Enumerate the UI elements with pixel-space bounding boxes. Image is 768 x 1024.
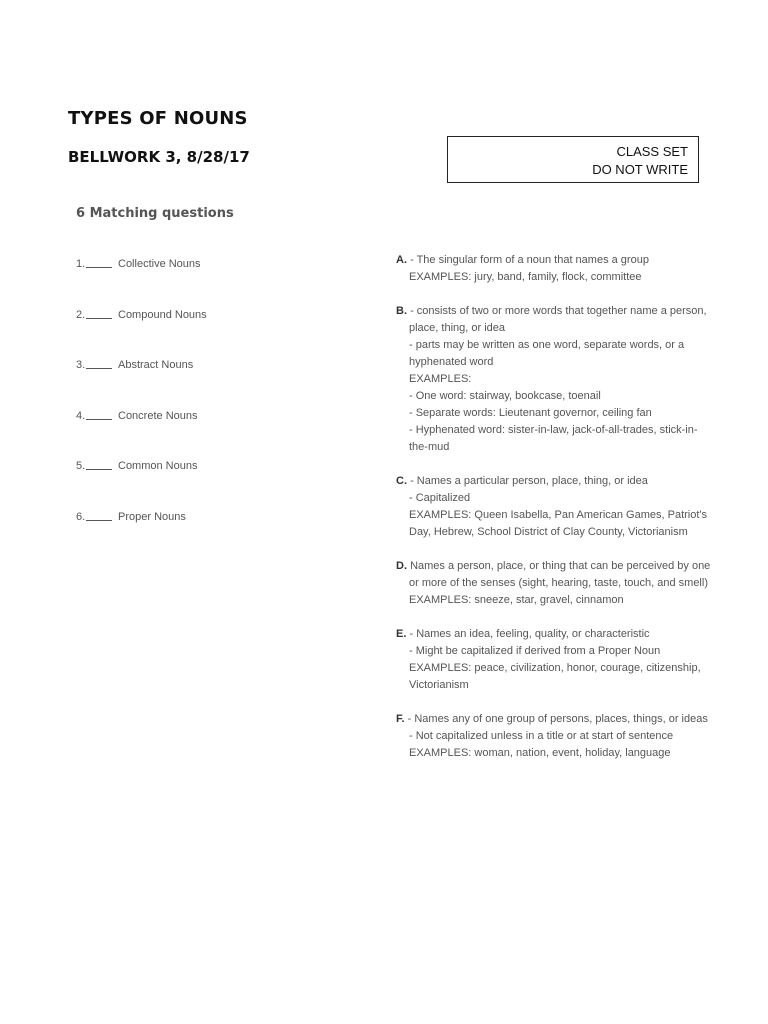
question-item <box>76 410 207 461</box>
question-item <box>76 359 207 410</box>
definition-line: EXAMPLES: woman, nation, event, holiday, language <box>409 747 671 759</box>
section-title: 6 Matching questions <box>76 206 234 221</box>
definition-letter: B. <box>396 305 407 317</box>
definition-line: hyphenated word <box>409 356 494 368</box>
definition-letter: C. <box>396 475 407 487</box>
definition-line: EXAMPLES: <box>409 373 472 385</box>
definition-first-line <box>396 303 716 320</box>
page-title: TYPES OF NOUNS <box>68 108 248 129</box>
definition-first-line <box>396 626 716 643</box>
question-number: 3. <box>76 359 86 372</box>
definition-line: Victorianism <box>409 679 469 691</box>
answer-blank[interactable] <box>86 469 112 470</box>
definition-line: - Hyphenated word: sister-in-law, jack-of-all-trades, stick-in- <box>409 424 698 436</box>
question-term: Abstract Nouns <box>118 359 194 372</box>
question-list <box>76 258 207 562</box>
definition-first-line <box>396 252 716 269</box>
question-term: Collective Nouns <box>118 258 201 270</box>
question-item <box>76 258 207 309</box>
definition-line: - Not capitalized unless in a title or at start of sentence <box>409 730 674 742</box>
definition-letter: D. <box>396 560 407 572</box>
definition-item <box>396 473 716 541</box>
question-number: 4. <box>76 409 86 422</box>
definition-line: EXAMPLES: sneeze, star, gravel, cinnamon <box>409 594 624 606</box>
notice-line-2: DO NOT WRITE <box>592 162 688 177</box>
question-item <box>76 511 207 562</box>
definition-text: - consists of two or more words that together name a person, <box>410 305 707 317</box>
definition-text: Names a person, place, or thing that can be perceived by one <box>410 560 711 572</box>
definition-item <box>396 626 716 694</box>
definition-first-line <box>396 473 716 490</box>
question-item <box>76 460 207 511</box>
definition-text: - Names any of one group of persons, places, things, or ideas <box>407 713 708 725</box>
answer-blank[interactable] <box>86 318 112 319</box>
definition-item <box>396 303 716 456</box>
definition-letter: F. <box>396 713 405 725</box>
notice-line-1: CLASS SET <box>616 144 688 159</box>
definition-first-line <box>396 711 716 728</box>
definition-line: - Separate words: Lieutenant governor, ceiling fan <box>409 407 652 419</box>
question-number: 5. <box>76 460 86 473</box>
page-subtitle: BELLWORK 3, 8/28/17 <box>68 148 250 166</box>
definition-line: - Capitalized <box>409 492 471 504</box>
definition-item <box>396 252 716 286</box>
answer-blank[interactable] <box>86 520 112 521</box>
definition-text: - Names a particular person, place, thing, or idea <box>410 475 648 487</box>
definition-line: - parts may be written as one word, separate words, or a <box>409 339 685 351</box>
answer-blank[interactable] <box>86 368 112 369</box>
question-term: Proper Nouns <box>118 510 186 523</box>
definition-line: the-mud <box>409 441 450 453</box>
definition-item <box>396 711 716 762</box>
question-number: 2. <box>76 308 86 321</box>
definition-first-line <box>396 558 716 575</box>
question-term: Concrete Nouns <box>118 409 198 422</box>
definition-text: - The singular form of a noun that names a group <box>410 254 649 266</box>
question-number: 1. <box>76 258 86 270</box>
definition-line: EXAMPLES: jury, band, family, flock, committee <box>409 271 642 283</box>
definition-letter: E. <box>396 628 407 640</box>
question-item <box>76 309 207 360</box>
question-number: 6. <box>76 510 86 523</box>
answer-blank[interactable] <box>86 267 112 268</box>
question-term: Common Nouns <box>118 460 198 473</box>
definition-item <box>396 558 716 609</box>
definition-line: EXAMPLES: peace, civilization, honor, courage, citizenship, <box>409 662 701 674</box>
class-set-notice <box>447 136 699 183</box>
definition-list <box>396 252 716 779</box>
definition-line: - One word: stairway, bookcase, toenail <box>409 390 601 402</box>
definition-text: - Names an idea, feeling, quality, or characteristic <box>409 628 650 640</box>
definition-line: or more of the senses (sight, hearing, taste, touch, and smell) <box>409 577 708 589</box>
definition-line: - Might be capitalized if derived from a Proper Noun <box>409 645 661 657</box>
definition-line: place, thing, or idea <box>409 322 506 334</box>
question-term: Compound Nouns <box>118 308 207 321</box>
answer-blank[interactable] <box>86 419 112 420</box>
definition-line: Day, Hebrew, School District of Clay County, Victorianism <box>409 526 688 538</box>
definition-letter: A. <box>396 254 407 266</box>
definition-line: EXAMPLES: Queen Isabella, Pan American Games, Patriot's <box>409 509 708 521</box>
